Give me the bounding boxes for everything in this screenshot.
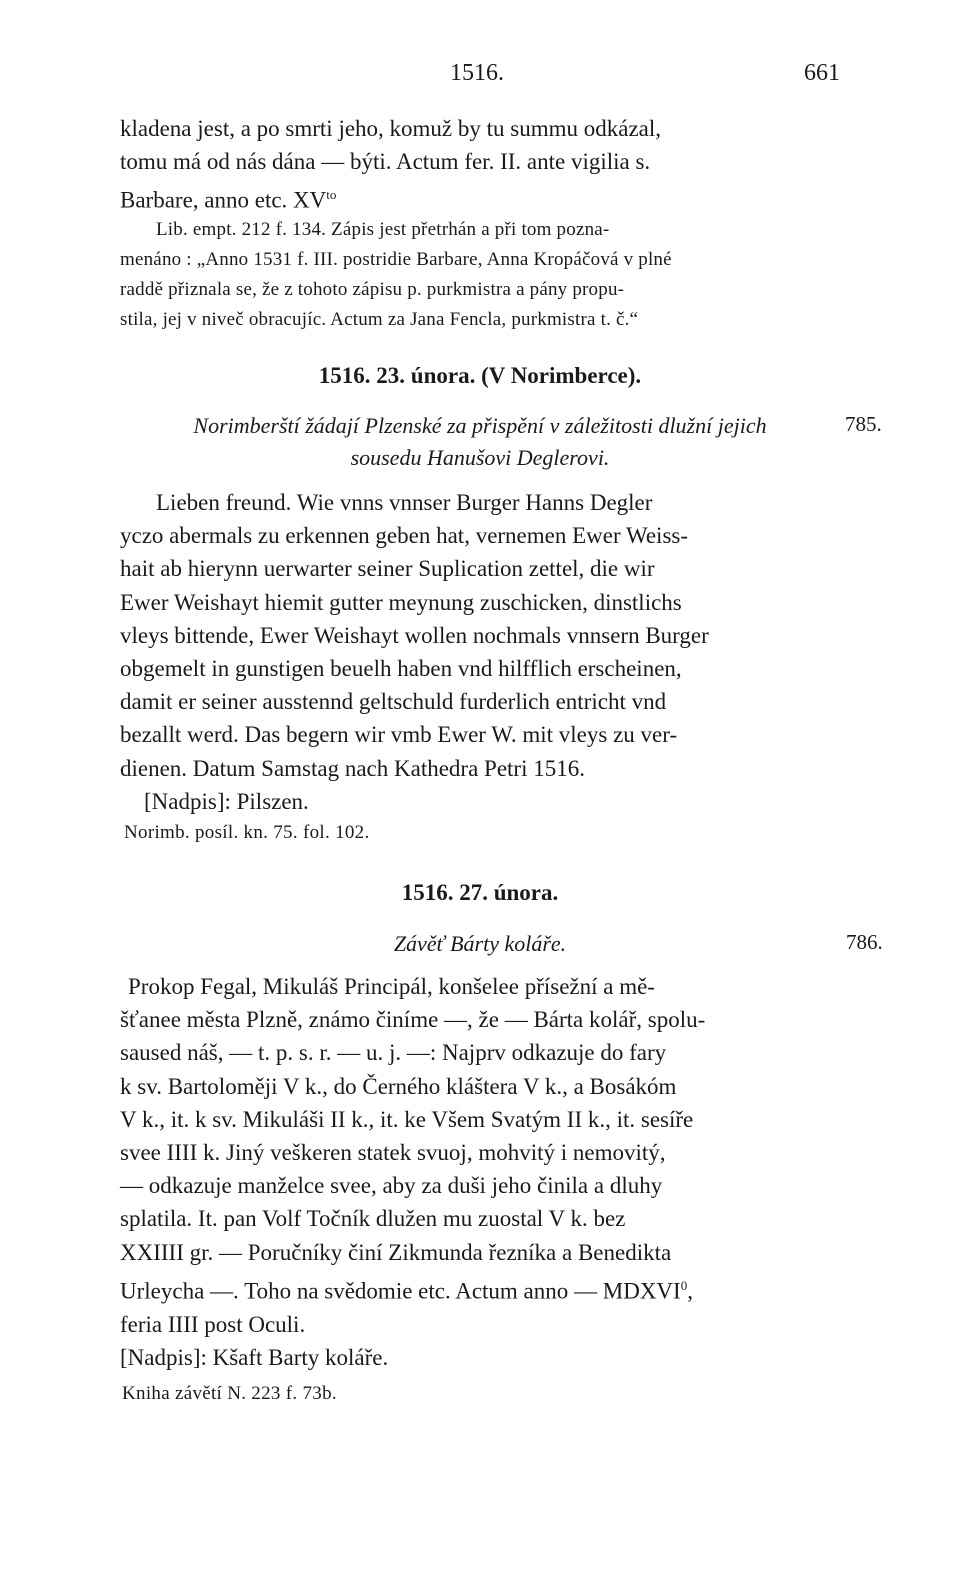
text-line: kladena jest, a po smrti jeho, komuž by tu summu odkázal, (120, 116, 662, 141)
body-line: vleys bittende, Ewer Weishayt wollen nochmals vnnsern Burger (120, 622, 709, 648)
body-line: damit er seiner ausstennd geltschuld furderlich entricht vnd (120, 689, 667, 715)
regest-line: Norimberští žádají Plzenské za přispění v záležitosti dlužní jejich (193, 413, 767, 438)
text-line: Barbare, anno etc. $XV^{to}$ (120, 187, 337, 214)
body-line: — odkazuje manželce svee, aby za duši jeho činila a dluhy (120, 1173, 663, 1199)
page-header (120, 60, 840, 90)
body-line: yczo abermals zu erkennen geben hat, vernemen Ewer Weiss- (120, 523, 689, 549)
body-line: bezallt werd. Das begern wir vmb Ewer W. mit vleys zu ver- (120, 722, 678, 748)
body-line: Prokop Fegal, Mikuláš Principál, konšelee přísežní a mě- (128, 974, 655, 999)
note-line: stila, jej v niveč obracujíc. Actum za Jana Fencla, purkmistra t. č.“ (120, 309, 639, 330)
body-line: splatila. It. pan Volf Točník dlužen mu zuostal V k. bez (120, 1206, 626, 1232)
header-year: 1516. (450, 60, 504, 86)
page-number: 661 (804, 60, 840, 86)
entry-regest (120, 410, 840, 474)
archival-note (120, 215, 840, 335)
body-line: Urleycha —. Toho na svědomie etc. Actum anno — MDXVI$^0$, (120, 1277, 693, 1304)
body-line: feria IIII post Oculi. (120, 1311, 306, 1337)
entry-date-heading: 1516. 27. února. (401, 880, 559, 905)
note-line: menáno : „Anno 1531 f. III. postridie Barbare, Anna Kropáčová v plné (120, 249, 672, 270)
source-citation: Kniha závětí N. 223 f. 73b. (122, 1383, 337, 1404)
body-line: XXIIII gr. — Poručníky činí Zikmunda řezníka a Benedikta (120, 1239, 672, 1265)
body-line: V k., it. k sv. Mikuláši II k., it. ke Všem Svatým II k., it. sesíře (120, 1106, 694, 1132)
body-line: Ewer Weishayt hiemit gutter meynung zuschicken, dinstlichs (120, 589, 682, 615)
address-line: [Nadpis]: Kšaft Barty koláře. (120, 1344, 389, 1370)
body-line: dienen. Datum Samstag nach Kathedra Petri 1516. (120, 755, 585, 781)
source-citation: Norimb. posíl. kn. 75. fol. 102. (124, 822, 370, 843)
body-line: saused náš, — t. p. s. r. — u. j. —: Najprv odkazuje do fary (120, 1040, 667, 1066)
entry-body (120, 486, 840, 818)
body-line: šťanee města Plzně, známo činíme —, že — Bárta kolář, spolu- (120, 1007, 706, 1033)
body-line: hait ab hierynn uerwarter seiner Suplication zettel, die wir (120, 556, 655, 582)
entry-number: 786. (846, 930, 883, 954)
regest-line: sousedu Hanušovi Deglerovi. (350, 445, 610, 470)
text-line: tomu má od nás dána — býti. Actum fer. II. ante vigilia s. (120, 149, 651, 175)
note-line: Lib. empt. 212 f. 134. Zápis jest přetrhán a při tom pozna- (156, 219, 610, 240)
note-line: raddě přiznala se, že z tohoto zápisu p. purkmistra a pány propu- (120, 279, 625, 300)
address-line: [Nadpis]: Pilszen. (144, 788, 309, 814)
entry-body (120, 970, 840, 1374)
continuation-paragraph (120, 112, 840, 217)
entry-number: 785. (845, 412, 882, 436)
body-line: svee IIII k. Jiný veškeren statek svuoj, mohvitý i nemovitý, (120, 1140, 666, 1166)
entry-regest: Závěť Bárty koláře. (393, 931, 567, 956)
entry-date-heading: 1516. 23. února. (V Norimberce). (318, 363, 642, 388)
body-line: Lieben freund. Wie vnns vnnser Burger Hanns Degler (156, 490, 653, 515)
body-line: obgemelt in gunstigen beuelh haben vnd hilfflich erscheinen, (120, 656, 682, 682)
body-line: k sv. Bartoloměji V k., do Černého kláštera V k., a Bosákóm (120, 1073, 677, 1099)
